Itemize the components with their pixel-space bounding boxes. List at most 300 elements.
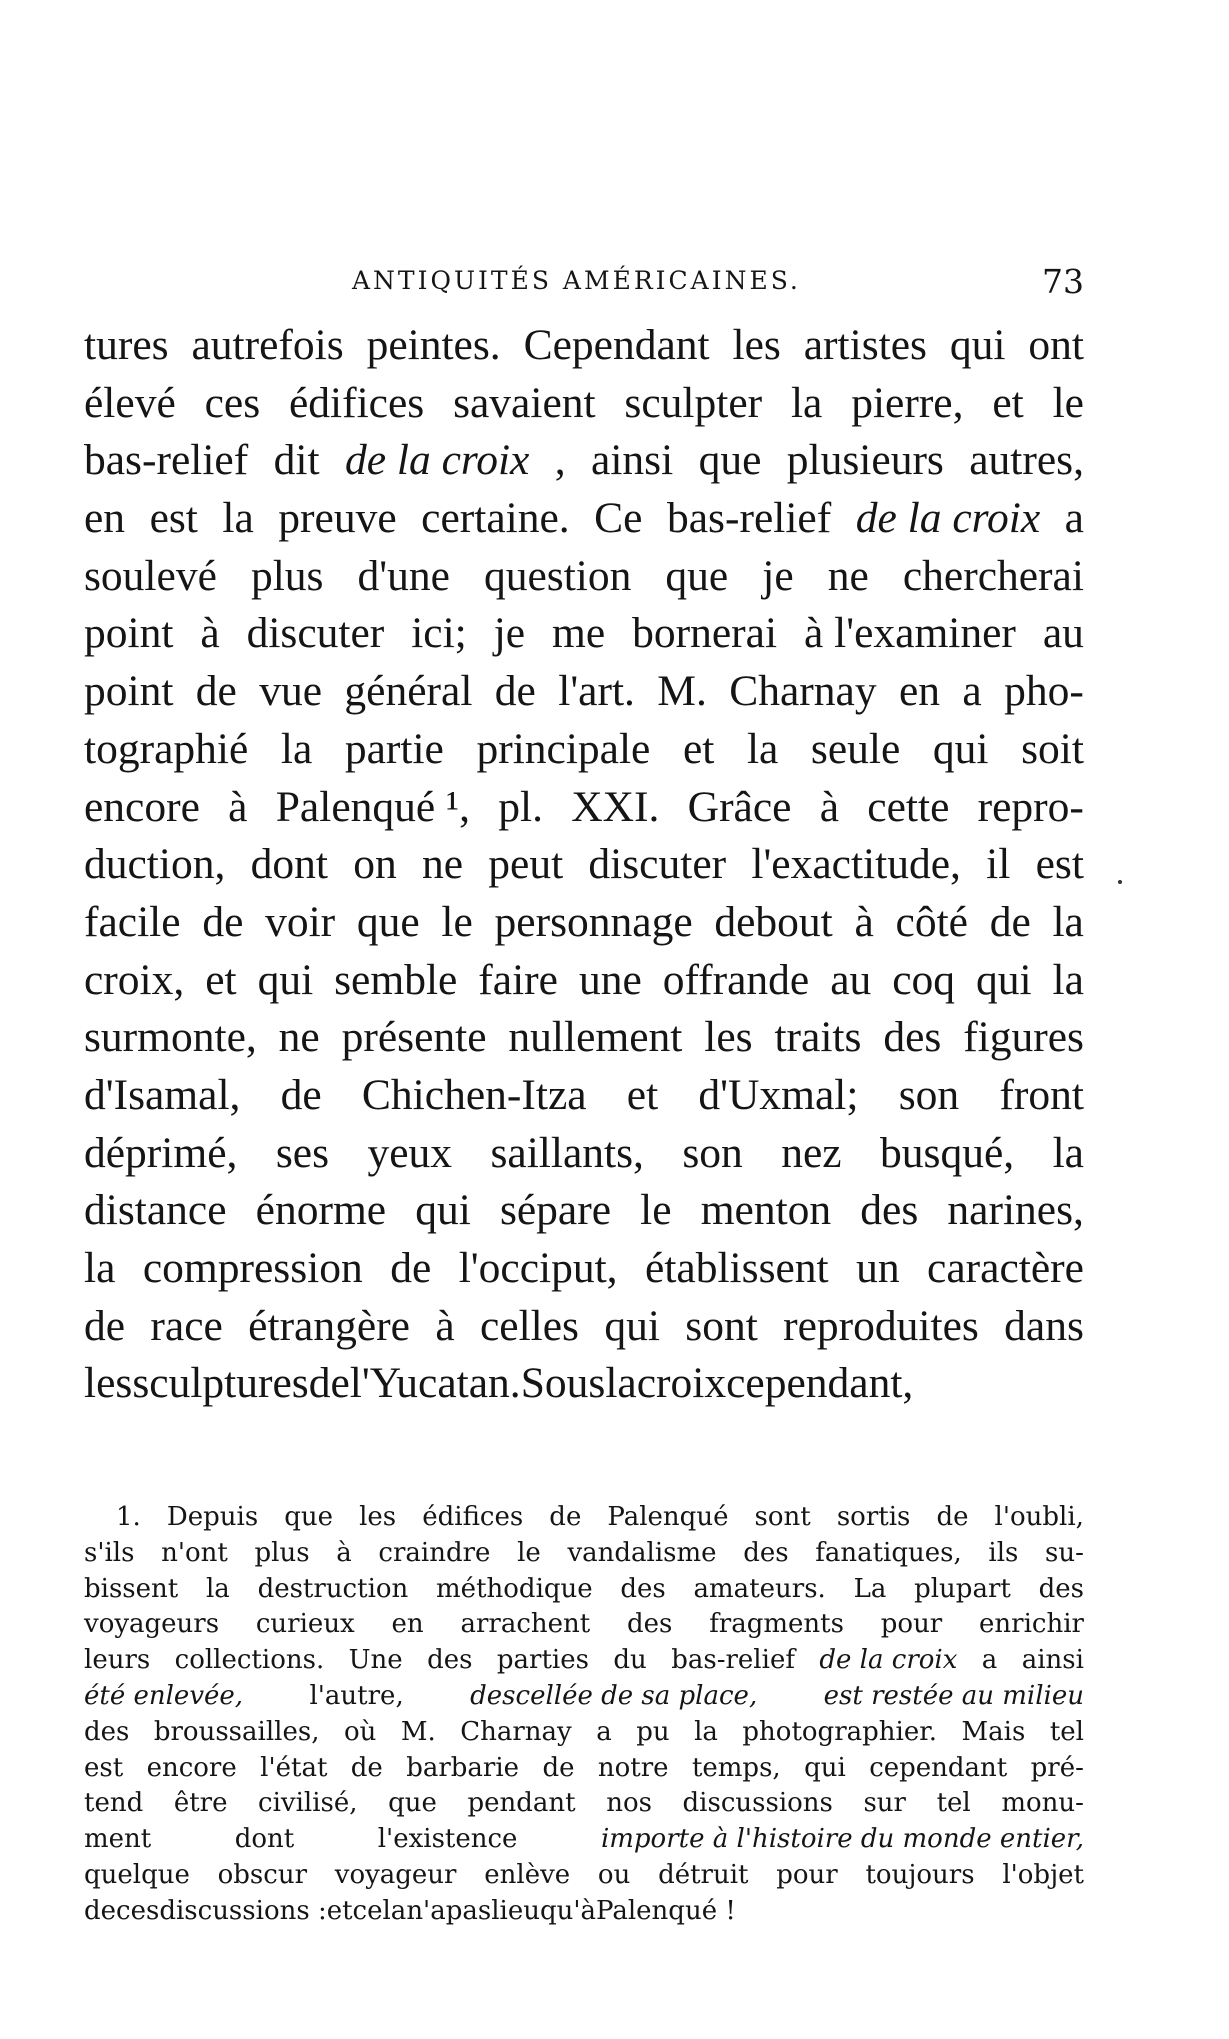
footnote-line — [84, 1717, 1084, 1753]
word: enlève — [484, 1859, 571, 1890]
word: ainsi — [1021, 1645, 1084, 1676]
body-line — [84, 1128, 1084, 1186]
word: l'occiput, — [458, 1244, 618, 1292]
italic-word: été enlevée, — [84, 1680, 244, 1711]
italic-word: descellée de sa place, — [470, 1680, 758, 1711]
word: discuter — [588, 840, 727, 889]
word: la — [1052, 897, 1084, 946]
word: sortis — [836, 1502, 911, 1532]
word: dont — [234, 1824, 295, 1855]
word: tend — [84, 1788, 144, 1819]
word: ont — [1028, 321, 1084, 369]
word: est — [84, 1752, 124, 1783]
word: pu — [636, 1716, 670, 1747]
word: La — [853, 1573, 887, 1604]
word: détruit — [658, 1859, 749, 1890]
word: busqué, — [880, 1128, 1015, 1177]
word: pendant — [467, 1788, 576, 1819]
word: qui — [415, 1186, 471, 1235]
word: XXI. — [571, 782, 660, 831]
word: à — [854, 897, 874, 946]
word: M. — [400, 1716, 436, 1747]
body-line — [84, 1185, 1084, 1243]
word: obscur — [217, 1859, 307, 1890]
word: et — [682, 724, 715, 773]
word: ne — [827, 551, 869, 600]
footnote-line — [84, 1538, 1084, 1574]
word: à l'examiner — [803, 609, 1016, 658]
word: monu- — [1001, 1788, 1084, 1819]
body-line — [84, 724, 1084, 782]
word: élevé — [84, 378, 176, 427]
word: qui — [604, 1301, 660, 1350]
word: tures — [84, 321, 169, 369]
word: Grâce — [687, 782, 792, 831]
word: Charnay — [729, 667, 877, 716]
word: chercherai — [902, 551, 1084, 600]
word: a — [596, 1716, 612, 1747]
footnote-line — [84, 1681, 1084, 1717]
word: au — [1042, 609, 1084, 658]
word: sculpter — [624, 378, 763, 427]
word: les — [732, 321, 781, 369]
word: front — [999, 1070, 1084, 1119]
word: Une — [348, 1645, 403, 1676]
word: dont — [250, 840, 328, 889]
word: voir — [265, 897, 336, 946]
word: toujours — [865, 1859, 975, 1890]
word: que — [388, 1788, 437, 1819]
footnote-line — [84, 1609, 1084, 1645]
word: su- — [1045, 1537, 1084, 1568]
word: a — [962, 667, 982, 716]
word: semble — [334, 955, 458, 1004]
word: ment — [84, 1824, 152, 1855]
body-line — [84, 955, 1084, 1013]
word: pierre, — [851, 378, 964, 427]
body-line — [84, 1012, 1084, 1070]
word: collections. — [174, 1645, 325, 1676]
word: principale — [476, 724, 651, 773]
body-line — [84, 435, 1084, 493]
word: n'a — [406, 1895, 446, 1926]
word: côté — [895, 897, 968, 946]
word: de — [195, 667, 237, 716]
word: des — [84, 1716, 130, 1747]
footnote-line — [84, 1788, 1084, 1824]
word: facile — [84, 897, 181, 946]
word: général — [344, 667, 473, 716]
body-line — [84, 897, 1084, 955]
word: pl. — [498, 782, 543, 831]
word: M. — [657, 667, 707, 716]
word: tel — [1049, 1716, 1084, 1747]
word: Palenqué — [607, 1502, 729, 1532]
italic-word: de la croix — [819, 1645, 958, 1676]
word: plupart — [914, 1573, 1011, 1604]
footnote-line — [84, 1896, 1084, 1932]
body-line — [84, 666, 1084, 724]
word: pour — [880, 1609, 943, 1640]
word: Ce — [594, 494, 643, 543]
word: sépare — [499, 1186, 612, 1235]
word: repro- — [977, 782, 1084, 831]
word: cependant, — [726, 1359, 914, 1408]
word: civilisé, — [258, 1788, 358, 1819]
word: me — [552, 609, 606, 658]
word: compression — [142, 1244, 363, 1292]
word: caractère — [927, 1244, 1084, 1292]
word: je — [493, 609, 526, 658]
word: croix, — [84, 955, 185, 1004]
word: destruction — [257, 1573, 409, 1604]
word: de — [989, 897, 1031, 946]
word: ne — [421, 840, 464, 889]
word: la — [280, 724, 313, 773]
word: plus — [254, 1537, 310, 1568]
word: encore — [146, 1752, 237, 1783]
word: Palenqué ! — [596, 1895, 736, 1926]
word: à — [435, 1301, 455, 1350]
word: croix — [636, 1359, 727, 1408]
word: plusieurs — [786, 436, 944, 485]
word: ses — [275, 1128, 330, 1177]
footnote-line — [84, 1645, 1084, 1681]
word: en — [898, 667, 941, 716]
word: étrangère — [248, 1301, 410, 1350]
word: traits — [774, 1013, 862, 1062]
word: narines, — [947, 1186, 1084, 1235]
word: tel — [936, 1788, 971, 1819]
word: qu'à — [539, 1895, 597, 1926]
word: en — [84, 494, 126, 543]
word: Sous — [520, 1359, 606, 1408]
body-line — [84, 551, 1084, 609]
word: Palenqué ¹, — [275, 782, 470, 831]
body-line — [84, 608, 1084, 666]
word: debout — [714, 897, 833, 946]
word: bas-relief — [671, 1645, 795, 1676]
word: surmonte, — [84, 1013, 257, 1062]
word: Mais — [961, 1716, 1026, 1747]
body-line — [84, 378, 1084, 436]
word: fanatiques, — [815, 1537, 962, 1568]
word: pour — [776, 1859, 838, 1890]
word: de — [350, 1752, 383, 1783]
word: amateurs. — [693, 1573, 826, 1604]
word: bas-relief — [667, 494, 832, 543]
word: broussailles, — [153, 1716, 320, 1747]
word: d'une — [357, 551, 450, 600]
word: ces — [116, 1895, 160, 1926]
word: menton — [700, 1186, 832, 1235]
word: s'ils — [84, 1537, 135, 1568]
word: le — [640, 1186, 672, 1235]
word: a — [1064, 494, 1084, 543]
word: discussions — [682, 1788, 833, 1819]
word: la — [746, 724, 779, 773]
word: il — [986, 840, 1011, 889]
word: d'Isamal, — [84, 1070, 241, 1119]
word: race — [150, 1301, 223, 1350]
word: édifices — [288, 378, 425, 427]
word: d'Uxmal; — [698, 1070, 859, 1119]
footnote-line — [84, 1753, 1084, 1789]
body-line — [84, 1358, 1084, 1416]
word: dans — [1004, 1301, 1084, 1350]
running-head — [84, 262, 1084, 302]
word: point — [84, 667, 174, 716]
word: l'exactitude, — [751, 840, 961, 889]
word: ils — [988, 1537, 1019, 1568]
word: l'art. — [558, 667, 635, 716]
word: notre — [597, 1752, 669, 1783]
word: tographié — [84, 724, 249, 773]
word: à — [819, 782, 840, 831]
word: yeux — [367, 1128, 453, 1177]
word: question — [483, 551, 632, 600]
word: partie — [344, 724, 444, 773]
word: le — [517, 1537, 541, 1568]
word: soulevé — [84, 551, 217, 600]
word: autres, — [969, 436, 1084, 485]
word: de — [936, 1502, 969, 1532]
word: Charnay — [460, 1716, 572, 1747]
word: Depuis — [166, 1502, 259, 1532]
word: vandalisme — [567, 1537, 717, 1568]
word: que — [698, 436, 762, 485]
body-line — [84, 1301, 1084, 1359]
word: discuter — [246, 609, 385, 658]
word: son — [898, 1070, 960, 1119]
word: bas-relief — [84, 436, 249, 485]
word: cette — [867, 782, 950, 831]
word: les — [359, 1502, 397, 1532]
word: seule — [810, 724, 901, 773]
word: qui — [975, 955, 1032, 1004]
word: coq — [892, 955, 956, 1004]
page-number: 73 — [1042, 262, 1084, 301]
word: offrande — [662, 955, 810, 1004]
word: de — [84, 1895, 117, 1926]
word: l'objet — [1002, 1859, 1084, 1890]
word: que — [356, 897, 420, 946]
word: un — [856, 1244, 900, 1292]
word: point — [84, 609, 174, 658]
word: la — [1052, 955, 1084, 1004]
word: de — [84, 1301, 126, 1350]
word: pas — [445, 1895, 492, 1926]
word: l'autre, — [309, 1680, 404, 1711]
word: dit — [273, 436, 320, 485]
word: du — [613, 1645, 647, 1676]
word: que — [665, 551, 729, 600]
word: une — [578, 955, 642, 1004]
word: sont — [685, 1301, 758, 1350]
word: reproduites — [783, 1301, 979, 1350]
word: peintes. — [366, 321, 501, 369]
word: est — [1035, 840, 1084, 889]
word: savaient — [453, 378, 596, 427]
word: sculptures — [132, 1359, 309, 1408]
italic-word: de la croix — [855, 494, 1041, 543]
word: faire — [478, 955, 558, 1004]
word: personnage — [494, 897, 693, 946]
word: la — [694, 1716, 718, 1747]
word: nos — [606, 1788, 652, 1819]
word: des — [627, 1609, 673, 1640]
word: autrefois — [191, 321, 344, 369]
ink-speck — [1118, 880, 1122, 884]
word: discussions : — [159, 1895, 327, 1926]
body-line — [84, 493, 1084, 551]
word: celles — [479, 1301, 579, 1350]
word: de — [202, 897, 244, 946]
word: au — [830, 955, 872, 1004]
word: de — [494, 667, 536, 716]
word: la — [84, 1244, 116, 1292]
word: l'état — [260, 1752, 328, 1783]
word: pho- — [1004, 667, 1084, 716]
word: des — [427, 1645, 473, 1676]
word: et — [326, 1895, 353, 1926]
body-line — [84, 782, 1084, 840]
word: des — [620, 1573, 666, 1604]
word: à — [336, 1537, 352, 1568]
word: de — [308, 1359, 350, 1408]
word: arrachent — [460, 1609, 591, 1640]
word: leurs — [84, 1645, 151, 1676]
word: photographier. — [742, 1716, 938, 1747]
word: et — [992, 378, 1024, 427]
footnote — [84, 1502, 1084, 1932]
word: en — [391, 1609, 424, 1640]
footnote-line — [84, 1574, 1084, 1610]
word: je — [762, 551, 794, 600]
word: des — [860, 1186, 919, 1235]
word: son — [682, 1128, 743, 1177]
word: pré- — [1030, 1752, 1084, 1783]
word: que — [284, 1502, 334, 1532]
word: 1. — [116, 1502, 141, 1532]
word: cela — [352, 1895, 407, 1926]
word: des — [743, 1537, 789, 1568]
body-text — [84, 320, 1084, 1416]
italic-word: de la croix — [344, 436, 530, 485]
word: n'ont — [161, 1537, 228, 1568]
word: l'Yucatan. — [349, 1359, 521, 1408]
word: où — [343, 1716, 377, 1747]
word: plus — [250, 551, 324, 600]
word: le — [1052, 378, 1084, 427]
word: de — [542, 1752, 575, 1783]
word: présente — [341, 1013, 487, 1062]
word: bissent — [84, 1573, 179, 1604]
word: ne — [278, 1013, 320, 1062]
word: qui — [257, 955, 314, 1004]
word: de — [390, 1244, 432, 1292]
word: qui — [932, 724, 989, 773]
word: voyageur — [334, 1859, 457, 1890]
word: les — [704, 1013, 753, 1062]
word: fragments — [709, 1609, 844, 1640]
word: est — [149, 494, 198, 543]
word: enrichir — [979, 1609, 1084, 1640]
footnote-line — [84, 1860, 1084, 1896]
word: nez — [781, 1128, 842, 1177]
word: de — [549, 1502, 582, 1532]
word: l'existence — [377, 1824, 518, 1855]
word: curieux — [255, 1609, 355, 1640]
word: et — [205, 955, 237, 1004]
word: artistes — [803, 321, 927, 369]
body-line — [84, 839, 1084, 897]
word: on — [353, 840, 397, 889]
word: nullement — [508, 1013, 683, 1062]
word: Cependant — [523, 321, 710, 369]
word: établissent — [645, 1244, 829, 1292]
word: lieu — [491, 1895, 540, 1926]
running-title: ANTIQUITÉS AMÉRICAINES. — [352, 266, 801, 295]
word: la — [205, 1573, 230, 1604]
word: voyageurs — [84, 1609, 220, 1640]
word: le — [441, 897, 473, 946]
word: l'oubli, — [994, 1502, 1084, 1532]
word: peut — [488, 840, 564, 889]
word: barbarie — [406, 1752, 520, 1783]
body-line — [84, 1070, 1084, 1128]
italic-word: est restée au milieu — [823, 1680, 1084, 1711]
word: encore — [84, 782, 200, 831]
word: ou — [597, 1859, 631, 1890]
word: bornerai — [632, 609, 778, 658]
word: cependant — [869, 1752, 1008, 1783]
footnote-line — [84, 1824, 1084, 1860]
word: être — [173, 1788, 228, 1819]
word: Chichen-Itza — [361, 1070, 587, 1119]
body-line — [84, 1243, 1084, 1301]
word: des — [1038, 1573, 1084, 1604]
word: énorme — [255, 1186, 387, 1235]
word: figures — [963, 1013, 1084, 1062]
word: la — [222, 494, 254, 543]
word: soit — [1021, 724, 1084, 773]
word: qui — [949, 321, 1006, 369]
word: preuve — [278, 494, 397, 543]
word: a — [981, 1645, 998, 1676]
word: méthodique — [436, 1573, 593, 1604]
word: certaine. — [421, 494, 570, 543]
word: ainsi — [591, 436, 674, 485]
word: quelque — [84, 1859, 190, 1890]
word: duction, — [84, 840, 226, 889]
word: distance — [84, 1186, 227, 1235]
word: et — [626, 1070, 659, 1119]
word: saillants, — [490, 1128, 644, 1177]
word: ici; — [411, 609, 467, 658]
word: les — [84, 1359, 133, 1408]
word: des — [883, 1013, 942, 1062]
word: la — [790, 378, 823, 427]
word: de — [280, 1070, 322, 1119]
word: la — [605, 1359, 637, 1408]
body-line — [84, 320, 1084, 378]
word: vue — [259, 667, 323, 716]
word: temps, — [691, 1752, 781, 1783]
footnote-line — [84, 1502, 1084, 1538]
word: à — [228, 782, 248, 831]
word: la — [1052, 1128, 1084, 1177]
